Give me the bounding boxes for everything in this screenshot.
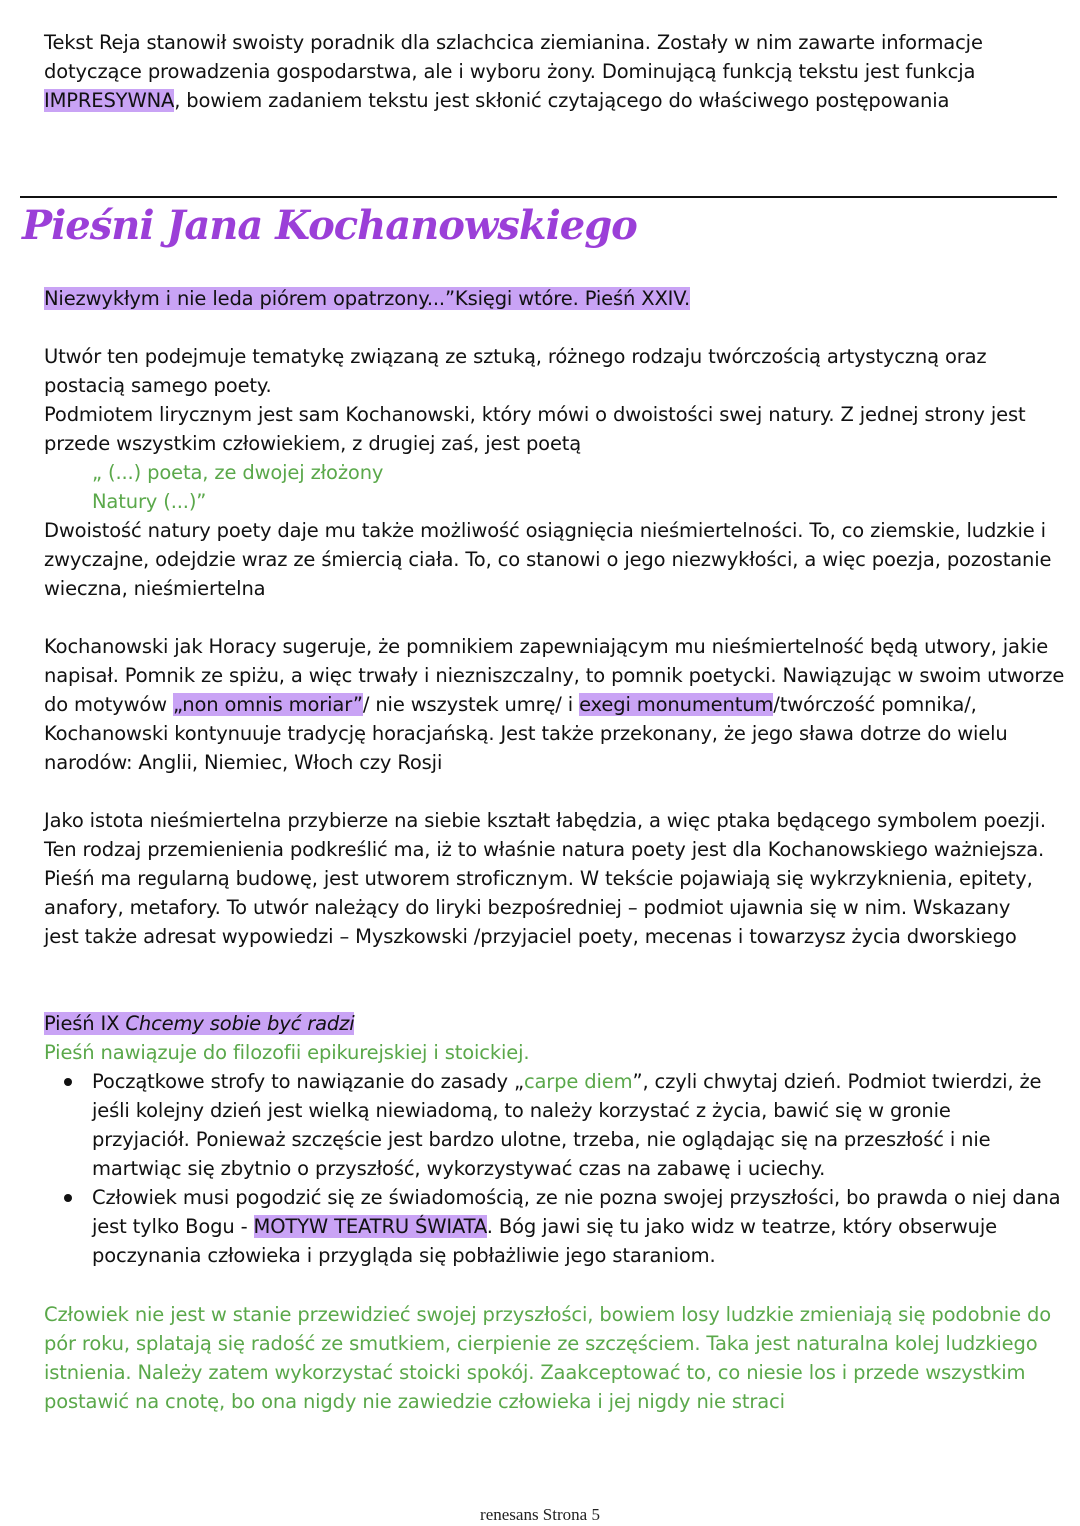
song24-p3-line: Kochanowski kontynuuje tradycję horacjańską. Jest także przekonany, że jego sława dotrze do wielu (44, 722, 1008, 745)
text-fragment: do motywów (44, 693, 173, 716)
song24-p2-line: wieczna, nieśmiertelna (44, 577, 266, 600)
song24-p1-line: Utwór ten podejmuje tematykę związaną ze sztuką, różnego rodzaju twórczością artystyczną oraz (44, 345, 987, 368)
song24-p1-line: postacią samego poety. (44, 374, 272, 397)
intro-line-2: dotyczące prowadzenia gospodarstwa, ale i wyboru żony. Dominującą funkcją tekstu jest funkcja (44, 60, 976, 83)
intro-line-3-rest: , bowiem zadaniem tekstu jest skłonić czytającego do właściwego postępowania (174, 89, 950, 112)
song24-p4-line: Ten rodzaj przemienienia podkreślić ma, iż to właśnie natura poety jest dla Kochanowskiego ważniejsza. (44, 838, 1045, 861)
section-heading: Pieśni Jana Kochanowskiego (22, 202, 637, 249)
conclusion-line: istnienia. Należy zatem wykorzystać stoicki spokój. Zaakceptować to, co niesie los i przede wszystkim (44, 1361, 1026, 1384)
song24-p4-line: Jako istota nieśmiertelna przybierze na siebie kształt łabędzia, a więc ptaka będącego symbolem poezji. (44, 809, 1046, 832)
section-divider (20, 196, 1057, 198)
song24-title-highlight: Niezwykłym i nie leda piórem opatrzony...”Księgi wtóre. Pieśń XXIV. (44, 287, 690, 310)
song24-title (44, 284, 690, 313)
text-fragment: . Bóg jawi się tu jako widz w teatrze, który obserwuje (486, 1215, 998, 1238)
bullet-2-line: poczynania człowieka i przygląda się pobłażliwie jego staraniom. (92, 1244, 716, 1267)
bullet-dot (64, 1194, 72, 1202)
bullet-1-line: przyjaciół. Ponieważ szczęście jest bardzo ulotne, trzeba, nie oglądając się na przeszłość i nie (92, 1128, 991, 1151)
bullet-1-line (92, 1067, 1041, 1096)
song24-p2-line: Dwoistość natury poety daje mu także możliwość osiągnięcia nieśmiertelności. To, co ziemskie, ludzkie i (44, 519, 1046, 542)
highlight-impresywna: IMPRESYWNA (44, 89, 175, 112)
song24-p4-line: anafory, metafory. To utwór należący do liryki bezpośredniej – podmiot ujawnia się w nim. Wskazany (44, 896, 1011, 919)
text-fragment: ”, czyli chwytaj dzień. Podmiot twierdzi, że (632, 1070, 1042, 1093)
song24-p3-line: Kochanowski jak Horacy sugeruje, że pomnikiem zapewniającym mu nieśmiertelność będą utwory, jakie (44, 635, 1049, 658)
song24-p1-line: Podmiotem lirycznym jest sam Kochanowski, który mówi o dwoistości swej natury. Z jednej strony jest (44, 403, 1026, 426)
conclusion-line: Człowiek nie jest w stanie przewidzieć swojej przyszłości, bowiem losy ludzkie zmieniają się podobnie do (44, 1303, 1051, 1326)
page-footer: renesans Strona 5 (480, 1505, 600, 1524)
highlight-non-omnis-moriar: „non omnis moriar” (173, 693, 363, 716)
bullet-2-line: Człowiek musi pogodzić się ze świadomością, ze nie pozna swojej przyszłości, bo prawda o niej dana (92, 1186, 1061, 1209)
text-fragment: jest tylko Bogu - (92, 1215, 254, 1238)
bullet-2-line (92, 1212, 997, 1241)
quote-line-2: Natury (...)” (92, 490, 207, 513)
text-fragment: / nie wszystek umrę/ i (362, 693, 580, 716)
song9-subtitle: Pieśń nawiązuje do filozofii epikurejskiej i stoickiej. (44, 1041, 530, 1064)
bullet-dot (64, 1078, 72, 1086)
highlight-motyw-teatru-swiata: MOTYW TEATRU ŚWIATA (253, 1215, 487, 1238)
intro-line-1: Tekst Reja stanowił swoisty poradnik dla szlachcica ziemianina. Zostały w nim zawarte informacje (44, 31, 983, 54)
text-fragment: /twórczość pomnika/, (773, 693, 977, 716)
song24-p3-line: napisał. Pomnik ze spiżu, a więc trwały i niezniszczalny, to pomnik poetycki. Nawiązując w swoim utworze (44, 664, 1065, 687)
song9-title-highlight (44, 1012, 354, 1035)
song24-p3-line (44, 690, 977, 719)
intro-line-3 (44, 86, 949, 115)
song24-p4-line: Pieśń ma regularną budowę, jest utworem stroficznym. W tekście pojawiają się wykrzyknienia, epitety, (44, 867, 1033, 890)
bullet-1-line: martwiąc się zbytnio o przyszłość, wykorzystywać czas na zabawę i uciechy. (92, 1157, 826, 1180)
bullet-1-line: jeśli kolejny dzień jest wielką niewiadomą, to należy korzystać z życia, bawić się w gronie (92, 1099, 951, 1122)
carpe-diem-text: carpe diem (523, 1070, 633, 1093)
song9-title (44, 1009, 354, 1038)
text-fragment: Początkowe strofy to nawiązanie do zasady „ (92, 1070, 524, 1093)
song9-title-italic: Chcemy sobie być radzi (125, 1012, 355, 1035)
text-fragment: Pieśń IX (44, 1012, 126, 1035)
quote-line-1: „ (...) poeta, ze dwojej złożony (92, 461, 384, 484)
conclusion-line: pór roku, splatają się radość ze smutkiem, cierpienie ze szczęściem. Taka jest naturalna kolej ludzkiego (44, 1332, 1038, 1355)
highlight-exegi-monumentum: exegi monumentum (579, 693, 774, 716)
conclusion-line: postawić na cnotę, bo ona nigdy nie zawiedzie człowieka i jej nigdy nie straci (44, 1390, 785, 1413)
song24-p4-line: jest także adresat wypowiedzi – Myszkowski /przyjaciel poety, mecenas i towarzysz życia dworskiego (44, 925, 1017, 948)
song24-p3-line: narodów: Anglii, Niemiec, Włoch czy Rosji (44, 751, 443, 774)
song24-p2-line: zwyczajne, odejdzie wraz ze śmiercią ciała. To, co stanowi o jego niezwykłości, a więc poezja, pozostanie (44, 548, 1052, 571)
song24-p1-line: przede wszystkim człowiekiem, z drugiej zaś, jest poetą (44, 432, 582, 455)
